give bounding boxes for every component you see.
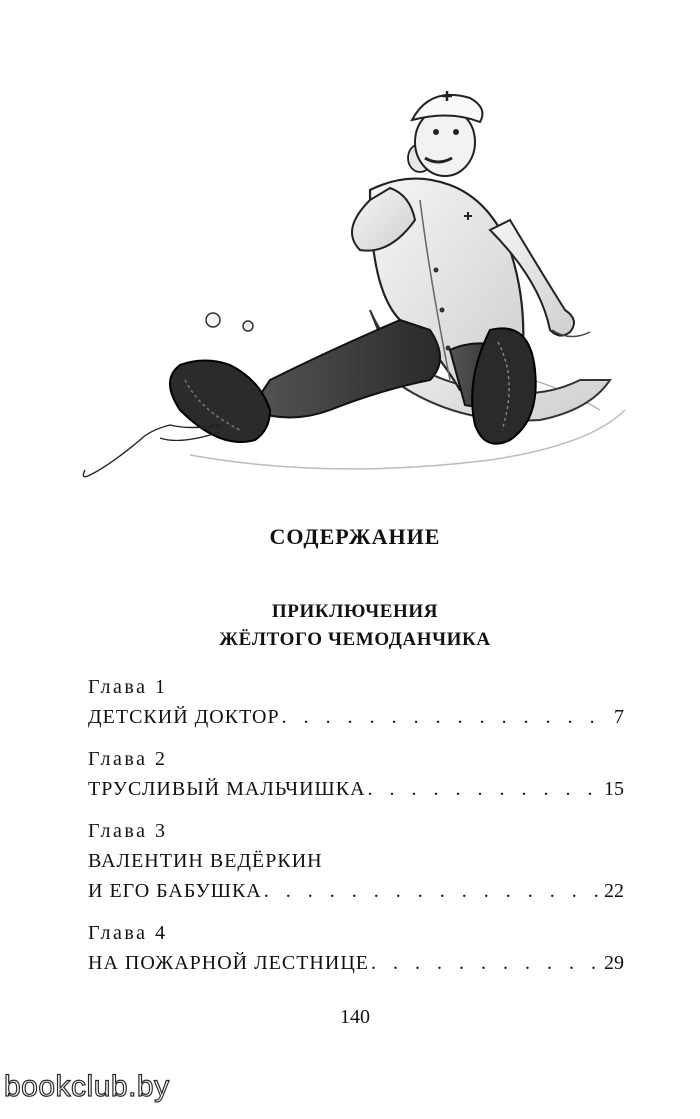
chapter-title-line <box>88 876 624 906</box>
chapter-title: ДЕТСКИЙ ДОКТОР <box>88 706 280 728</box>
site-watermark: bookclub.by <box>4 1070 170 1103</box>
chapter-page-number: 15 <box>604 778 624 800</box>
chapter-title-line <box>88 774 624 804</box>
chapter-entry-4[interactable] <box>88 918 624 978</box>
part-title <box>0 598 700 654</box>
chapter-title: НА ПОЖАРНОЙ ЛЕСТНИЦЕ <box>88 952 369 974</box>
dot-leader <box>371 948 598 978</box>
part-title-line-2: ЖЁЛТОГО ЧЕМОДАНЧИКА <box>219 629 491 650</box>
chapter-page-number: 7 <box>614 706 624 728</box>
chapter-entry-1[interactable] <box>88 672 624 732</box>
chapter-entry-2[interactable] <box>88 744 624 804</box>
chapter-entry-3[interactable] <box>88 816 624 906</box>
chapter-title-line <box>88 702 624 732</box>
doctor-drawing <box>70 80 660 490</box>
chapter-page-number: 22 <box>604 880 624 902</box>
chapter-list <box>88 672 624 990</box>
page-number: 140 <box>340 1006 370 1028</box>
doctor-illustration <box>70 80 660 490</box>
chapter-label: Глава 3 <box>88 820 168 842</box>
chapter-title-line <box>88 846 624 876</box>
chapter-title-line <box>88 948 624 978</box>
chapter-page-number: 29 <box>604 952 624 974</box>
chapter-title: ТРУСЛИВЫЙ МАЛЬЧИШКА <box>88 778 366 800</box>
part-title-line-1: ПРИКЛЮЧЕНИЯ <box>271 601 439 622</box>
dot-leader <box>368 774 598 804</box>
chapter-title-continued: И ЕГО БАБУШКА <box>88 880 262 902</box>
chapter-title: ВАЛЕНТИН ВЕДЁРКИН <box>88 850 323 872</box>
contents-heading: СОДЕРЖАНИЕ <box>269 524 441 549</box>
dot-leader <box>264 876 598 906</box>
chapter-label: Глава 2 <box>88 748 168 770</box>
chapter-label: Глава 4 <box>88 922 168 944</box>
dot-leader <box>282 702 608 732</box>
chapter-label: Глава 1 <box>88 676 168 698</box>
